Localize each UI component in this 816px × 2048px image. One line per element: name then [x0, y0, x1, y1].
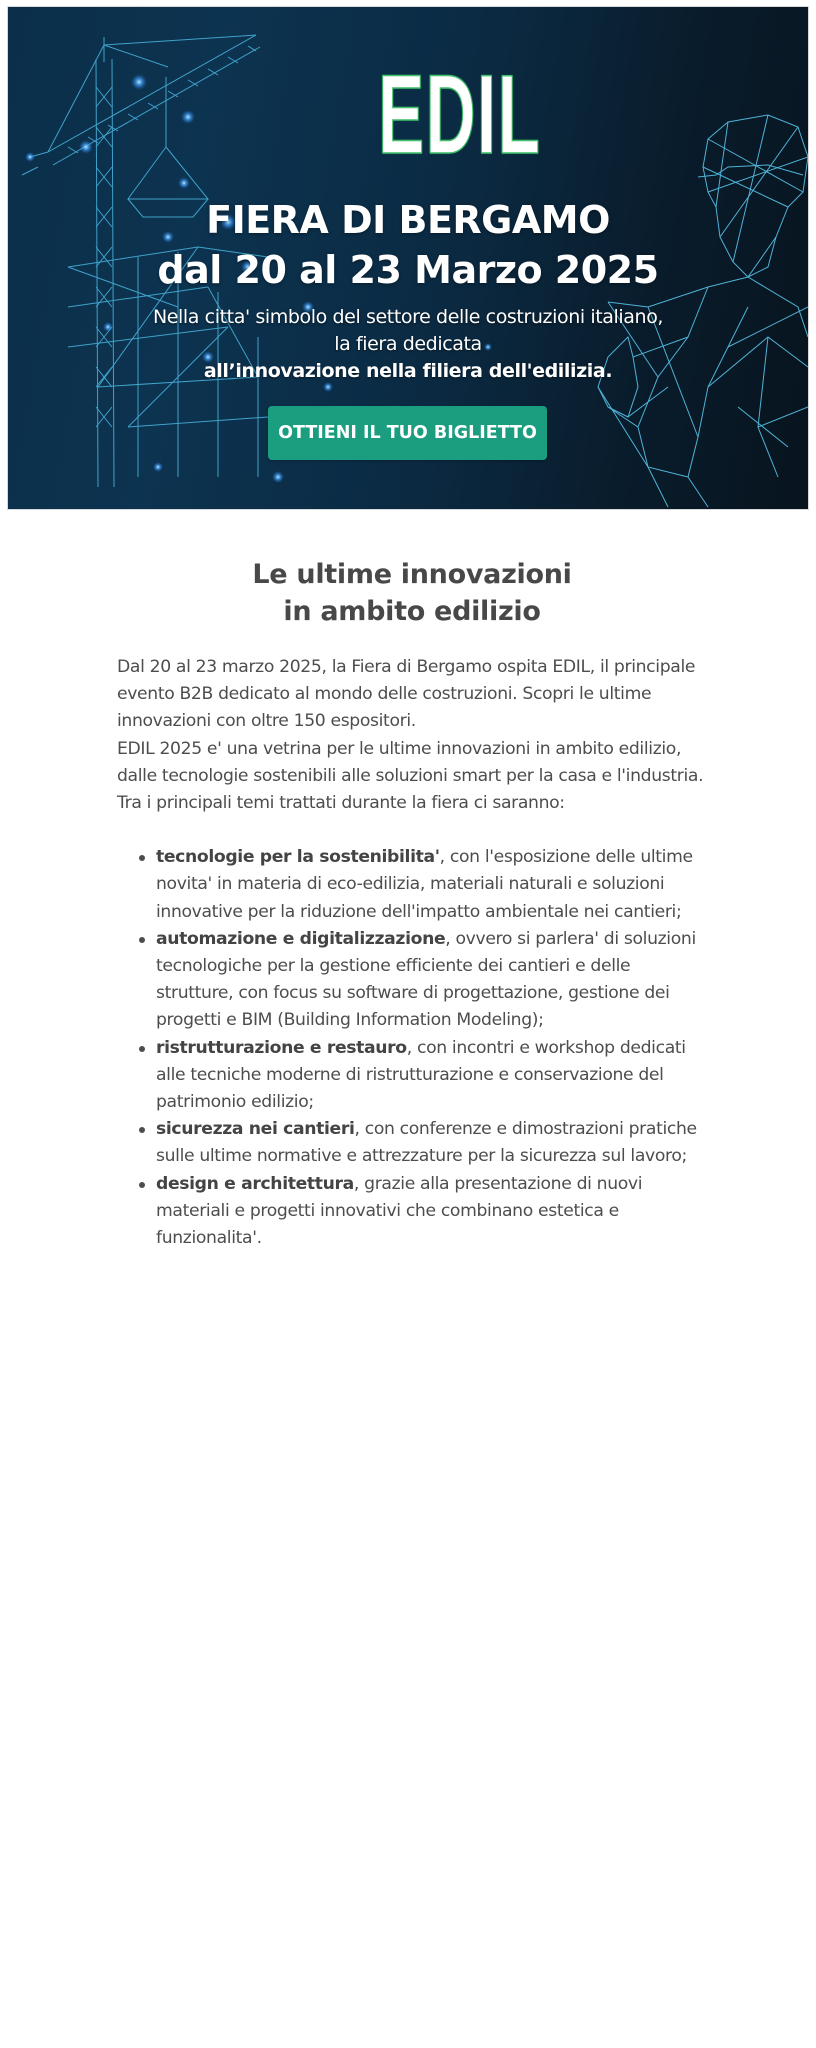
bullet-icon [139, 1046, 145, 1052]
hero-title-venue: FIERA DI BERGAMO [206, 198, 610, 242]
topic-title: sicurezza nei cantieri [156, 1119, 355, 1140]
bullet-icon [139, 1182, 145, 1188]
get-ticket-button[interactable]: OTTIENI IL TUO BIGLIETTO [268, 406, 547, 460]
list-item [117, 926, 707, 1035]
hero-subtitle [8, 304, 808, 385]
logo-text: EDIL [377, 52, 542, 177]
intro-paragraph: Tra i principali temi trattati durante la fiera ci saranno: [117, 793, 565, 814]
edil-logo [328, 52, 542, 177]
intro-paragraph: EDIL 2025 e' una vetrina per le ultime innovazioni in ambito edilizio, dalle tecnologie sostenibili alle soluzioni smart per la casa e l'industria. [117, 738, 704, 786]
section-title-line: in ambito edilizio [283, 596, 541, 627]
hero-subtitle-bold: all’innovazione nella filiera dell'edilizia. [203, 360, 613, 382]
intro-paragraph: Dal 20 al 23 marzo 2025, la Fiera di Bergamo ospita EDIL, il principale evento B2B dedicato al mondo delle costruzioni. Scopri le ultime innovazioni con oltre 150 espositori. [117, 657, 696, 732]
topic-title: automazione e digitalizzazione [156, 928, 446, 949]
topic-title: ristrutturazione e restauro [156, 1037, 407, 1058]
hero-title [8, 195, 808, 295]
hero-title-dates: dal 20 al 23 Marzo 2025 [157, 248, 659, 292]
hero-banner [8, 7, 808, 509]
bullet-icon [139, 855, 145, 861]
list-item [117, 1035, 707, 1117]
section-title [117, 556, 707, 630]
list-item [117, 1171, 707, 1253]
intro-text [117, 654, 707, 817]
topic-text: , con conferenze e dimostrazioni pratiche sulle ultime normative e attrezzature per la sicurezza sul lavoro; [156, 1119, 697, 1167]
topic-text: , ovvero si parlera' di soluzioni tecnologiche per la gestione efficiente dei cantieri e delle strutture, con focus su software di progettazione, gestione dei progetti e BIM (Building Information Modeling); [156, 928, 696, 1031]
hero-subtitle-highlight [8, 358, 808, 385]
topics-list [117, 844, 707, 1252]
hero-subtitle-line: Nella citta' simbolo del settore delle costruzioni italiano, [152, 306, 664, 328]
topic-text: , con incontri e workshop dedicati alle tecniche moderne di ristrutturazione e conservazione del patrimonio edilizio; [156, 1037, 686, 1113]
topic-text: , con l'esposizione delle ultime novita' in materia di eco-edilizia, materiali naturali e soluzioni innovative per la riduzione dell'impatto ambientale nei cantieri; [156, 847, 693, 922]
bullet-icon [139, 1127, 145, 1133]
list-item [117, 1116, 707, 1170]
topic-title: design e architettura [156, 1173, 354, 1194]
section-title-line: Le ultime innovazioni [252, 559, 572, 590]
innovations-section [117, 556, 707, 1252]
list-item [117, 844, 707, 926]
topic-text: , grazie alla presentazione di nuovi materiali e progetti innovativi che combinano estetica e funzionalita'. [156, 1173, 643, 1249]
topic-title: tecnologie per la sostenibilita' [156, 847, 440, 868]
bullet-icon [139, 937, 145, 943]
hero-subtitle-line: la fiera dedicata [334, 333, 482, 355]
